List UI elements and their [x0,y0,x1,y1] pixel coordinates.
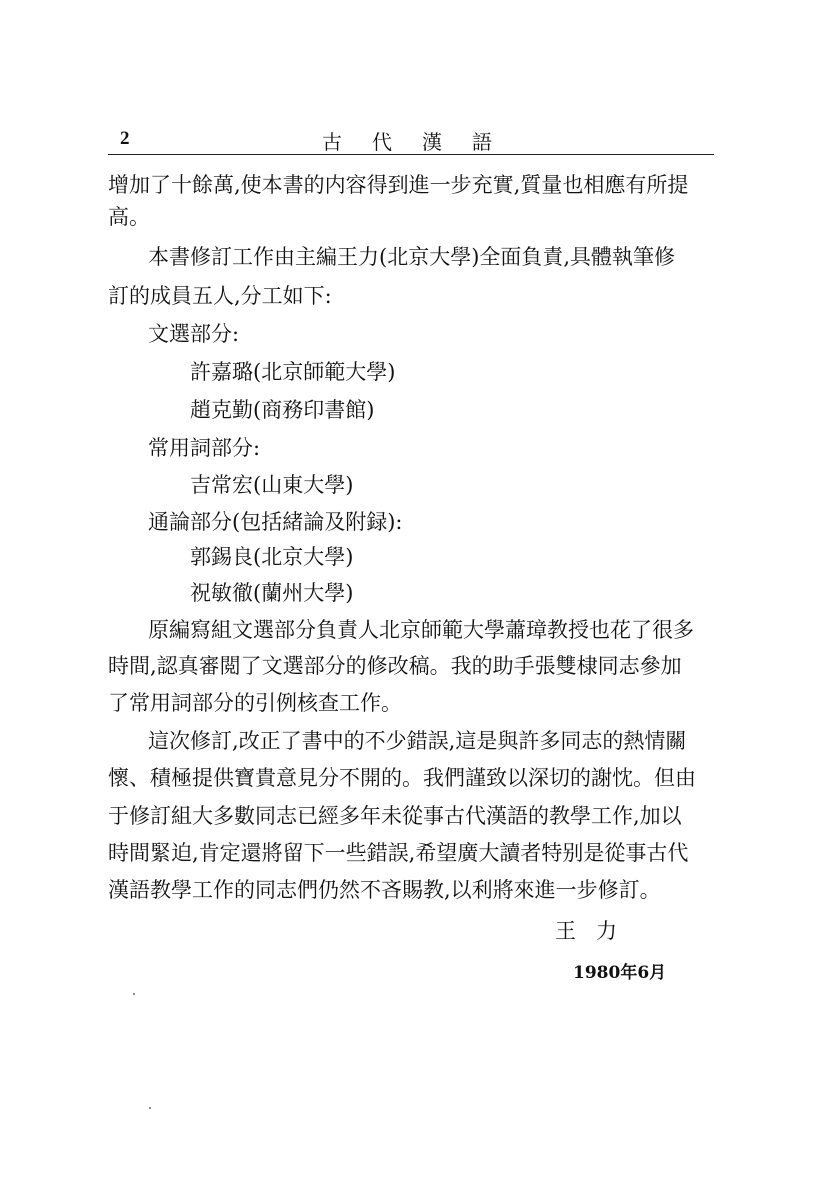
page-header [108,120,714,160]
body-line: 本書修訂工作由主編王力(北京大學)全面負責,具體執筆修 [148,245,676,269]
body-line: 時間緊迫,肯定還將留下一些錯誤,希望廣大讀者特别是從事古代 [108,841,689,865]
body-line: 原編寫組文選部分負責人北京師範大學蕭璋教授也花了很多 [148,618,694,642]
body-line: 訂的成員五人,分工如下: [108,284,332,308]
body-line: 了常用詞部分的引例核查工作。 [108,691,402,715]
scan-speck [133,993,135,995]
running-title: 古代漢語 [322,130,522,154]
scan-speck [149,1107,151,1109]
page-number: 2 [120,128,130,149]
section-label: 常用詞部分: [148,436,261,460]
body-line: 于修訂組大多數同志已經多年未從事古代漢語的教學工作,加以 [108,804,682,828]
body-line: 漢語教學工作的同志們仍然不吝賜教,以利將來進一步修訂。 [108,878,661,902]
section-label: 文選部分: [148,322,240,346]
member-entry: 吉常宏(山東大學) [190,473,354,497]
member-entry: 許嘉璐(北京師範大學) [190,360,396,384]
header-rule [108,154,714,155]
body-line: 高。 [108,205,150,229]
member-entry: 趙克勤(商務印書館) [190,398,375,422]
member-entry: 祝敏徹(蘭州大學) [190,581,354,605]
section-label: 通論部分(包括緒論及附録): [148,510,403,534]
signature-name: 王力 [555,919,637,943]
body-line: 增加了十餘萬,使本書的内容得到進一步充實,質量也相應有所提 [108,173,689,197]
body-line: 時間,認真審閲了文選部分的修改稿。我的助手張雙棣同志參加 [108,654,682,678]
member-entry: 郭錫良(北京大學) [190,545,354,569]
signature-date: 1980年6月 [573,963,667,983]
body-line: 這次修訂,改正了書中的不少錯誤,這是與許多同志的熱情關 [148,729,687,753]
body-line: 懷、積極提供寶貴意見分不開的。我們謹致以深切的謝忱。但由 [108,766,696,790]
